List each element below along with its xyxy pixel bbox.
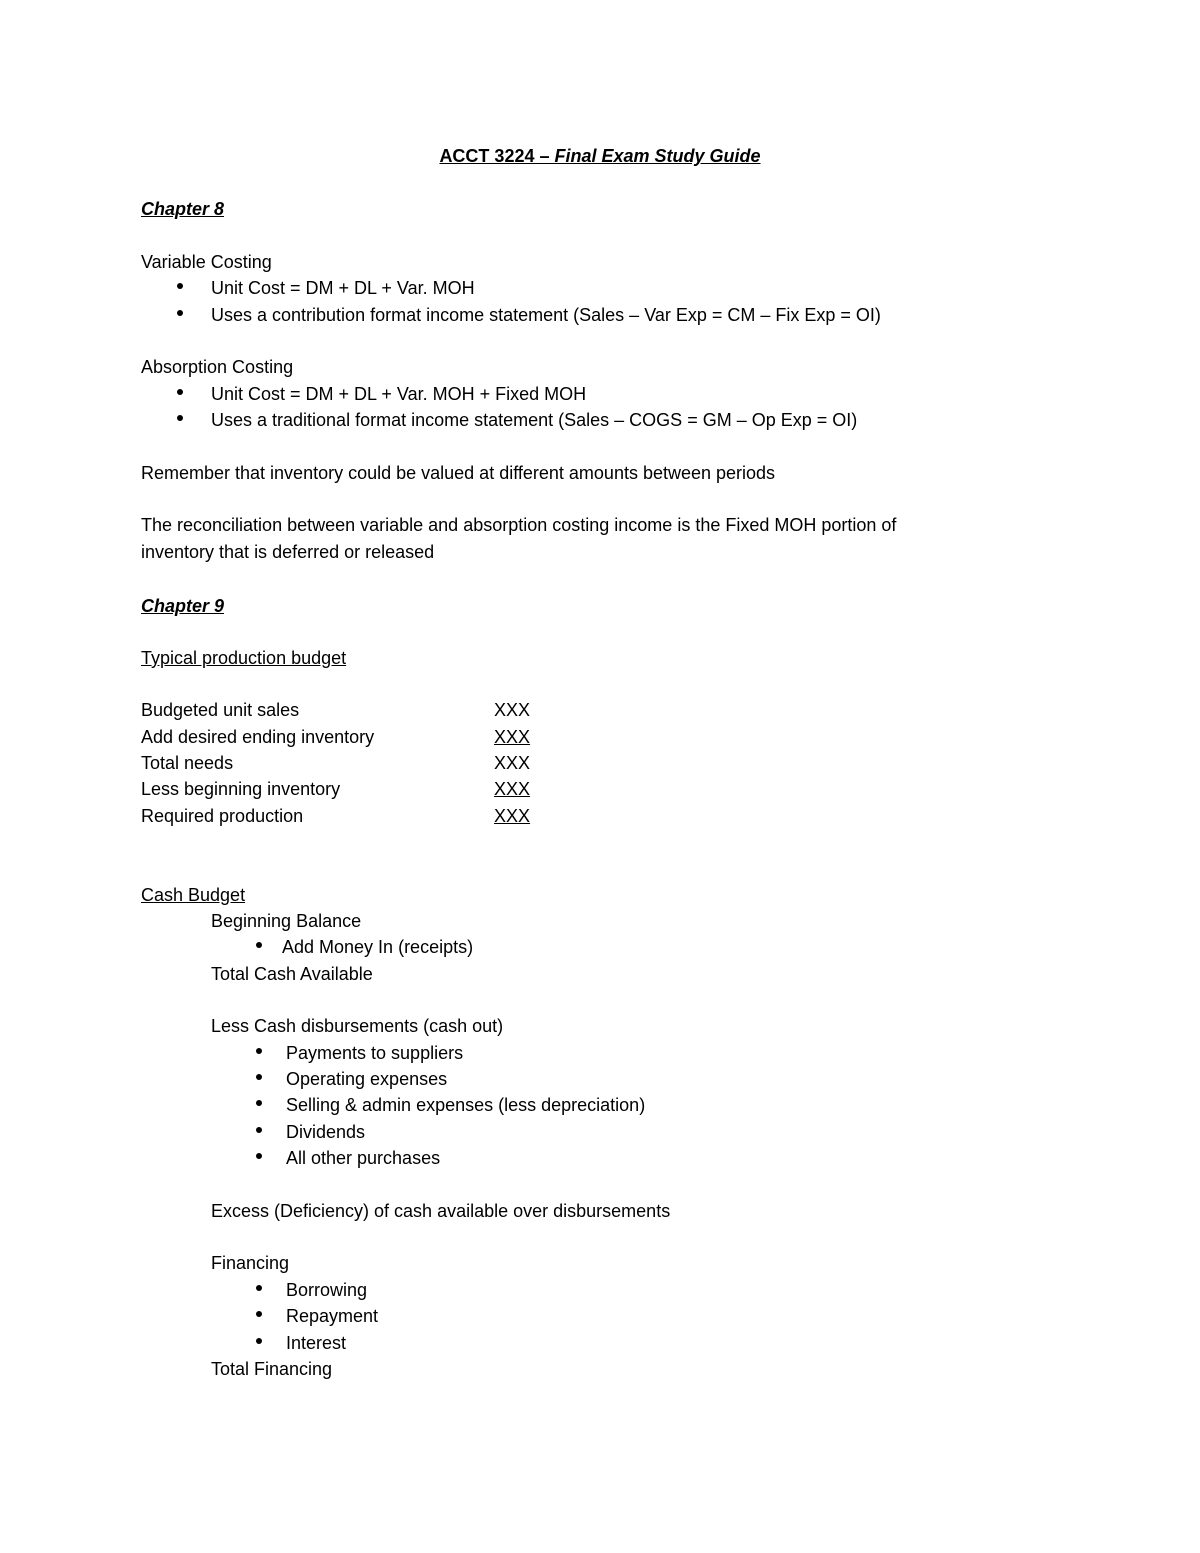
budget-row-label: Required production bbox=[141, 806, 304, 826]
budget-row-value: XXX bbox=[494, 779, 531, 799]
budget-row-label: Total needs bbox=[141, 753, 234, 773]
financing-bullet: Interest bbox=[286, 1333, 347, 1353]
chapter-8-heading: Chapter 8 bbox=[141, 199, 225, 219]
financing-bullet: Repayment bbox=[286, 1306, 379, 1326]
bullet-icon bbox=[177, 415, 183, 421]
production-budget-label: Typical production budget bbox=[141, 648, 347, 668]
budget-row-value: XXX bbox=[494, 700, 531, 720]
bullet-icon bbox=[256, 1153, 262, 1159]
title-dash: – bbox=[534, 146, 555, 166]
total-cash-available-label: Total Cash Available bbox=[211, 964, 373, 984]
bullet-icon bbox=[177, 310, 183, 316]
disbursement-bullet: Operating expenses bbox=[286, 1069, 448, 1089]
variable-costing-bullet: Uses a contribution format income statement (Sales – Var Exp = CM – Fix Exp = OI) bbox=[211, 305, 881, 325]
disbursement-bullet: Dividends bbox=[286, 1122, 366, 1142]
cash-budget-label: Cash Budget bbox=[141, 885, 246, 905]
bullet-icon bbox=[256, 1285, 262, 1291]
absorption-costing-bullet: Unit Cost = DM + DL + Var. MOH + Fixed MOH bbox=[211, 384, 587, 404]
absorption-costing-label: Absorption Costing bbox=[141, 357, 294, 377]
bullet-icon bbox=[256, 942, 262, 948]
budget-row-label: Less beginning inventory bbox=[141, 779, 341, 799]
bullet-icon bbox=[177, 389, 183, 395]
document-title bbox=[0, 143, 1200, 169]
reconciliation-paragraph: inventory that is deferred or released bbox=[141, 542, 435, 562]
disbursement-bullet: Payments to suppliers bbox=[286, 1043, 464, 1063]
excess-deficiency-label: Excess (Deficiency) of cash available over disbursements bbox=[211, 1201, 671, 1221]
budget-row-value: XXX bbox=[494, 806, 531, 826]
bullet-icon bbox=[256, 1100, 262, 1106]
remember-paragraph: Remember that inventory could be valued at different amounts between periods bbox=[141, 463, 776, 483]
bullet-icon bbox=[177, 283, 183, 289]
bullet-icon bbox=[256, 1311, 262, 1317]
variable-costing-bullet: Unit Cost = DM + DL + Var. MOH bbox=[211, 278, 475, 298]
financing-bullet: Borrowing bbox=[286, 1280, 368, 1300]
budget-row-label: Budgeted unit sales bbox=[141, 700, 300, 720]
total-financing-label: Total Financing bbox=[211, 1359, 333, 1379]
beginning-balance-label: Beginning Balance bbox=[211, 911, 362, 931]
title-name: Final Exam Study Guide bbox=[554, 146, 761, 166]
budget-row-label: Add desired ending inventory bbox=[141, 727, 375, 747]
disbursement-bullet: Selling & admin expenses (less depreciation) bbox=[286, 1095, 646, 1115]
bullet-icon bbox=[256, 1338, 262, 1344]
bullet-icon bbox=[256, 1127, 262, 1133]
absorption-costing-bullet: Uses a traditional format income statement (Sales – COGS = GM – Op Exp = OI) bbox=[211, 410, 858, 430]
bullet-icon bbox=[256, 1048, 262, 1054]
disbursement-bullet: All other purchases bbox=[286, 1148, 441, 1168]
reconciliation-paragraph: The reconciliation between variable and absorption costing income is the Fixed MOH portion of bbox=[141, 515, 897, 535]
variable-costing-label: Variable Costing bbox=[141, 252, 272, 272]
budget-row-value: XXX bbox=[494, 753, 531, 773]
receipts-bullet: Add Money In (receipts) bbox=[282, 937, 474, 957]
bullet-icon bbox=[256, 1074, 262, 1080]
title-course: ACCT 3224 bbox=[439, 146, 535, 166]
financing-label: Financing bbox=[211, 1253, 290, 1273]
budget-row-value: XXX bbox=[494, 727, 531, 747]
disbursements-label: Less Cash disbursements (cash out) bbox=[211, 1016, 504, 1036]
chapter-9-heading: Chapter 9 bbox=[141, 596, 225, 616]
